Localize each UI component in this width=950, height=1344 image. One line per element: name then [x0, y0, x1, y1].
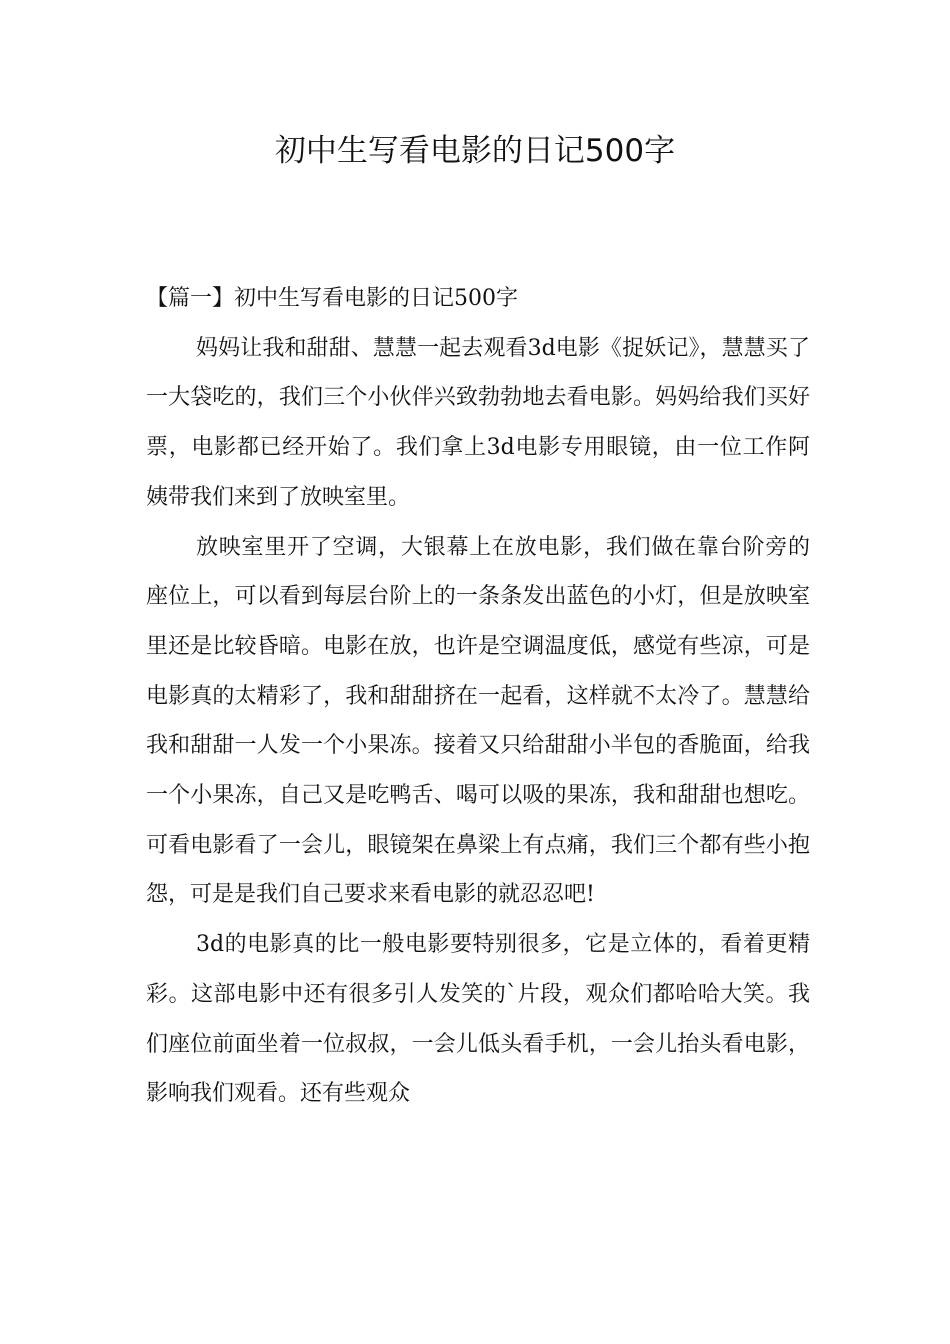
paragraph-2: 放映室里开了空调，大银幕上在放电影，我们做在靠台阶旁的座位上，可以看到每层台阶上的一条条发出蓝色的小灯，但是放映室里还是比较昏暗。电影在放，也许是空调温度低，感觉有些凉，可是电影真的太精彩了，我和甜甜挤在一起看，这样就不太冷了。慧慧给我和甜甜一人发一个小果冻。接着又只给甜甜小半包的香脆面，给我一个小果冻，自己又是吃鸭舌、喝可以吸的果冻，我和甜甜也想吃。可看电影看了一会儿，眼镜架在鼻梁上有点痛，我们三个都有些小抱怨，可是是我们自己要求来看电影的就忍忍吧!: [146, 534, 810, 908]
document-title: 初中生写看电影的日记500字: [274, 133, 676, 169]
section-heading: 【篇一】初中生写看电影的日记500字: [146, 286, 518, 311]
paragraph-3: 3d的电影真的比一般电影要特别很多，它是立体的，看着更精彩。这部电影中还有很多引人发笑的`片段，观众们都哈哈大笑。我们座位前面坐着一位叔叔，一会儿低头看手机，一会儿抬头看电影，影响我们观看。还有些观众: [146, 932, 810, 1107]
document-body: [146, 274, 810, 1119]
paragraph-1: 妈妈让我和甜甜、慧慧一起去观看3d电影《捉妖记》，慧慧买了一大袋吃的，我们三个小伙伴兴致勃勃地去看电影。妈妈给我们买好票，电影都已经开始了。我们拿上3d电影专用眼镜，由一位工作阿姨带我们来到了放映室里。: [146, 335, 810, 510]
